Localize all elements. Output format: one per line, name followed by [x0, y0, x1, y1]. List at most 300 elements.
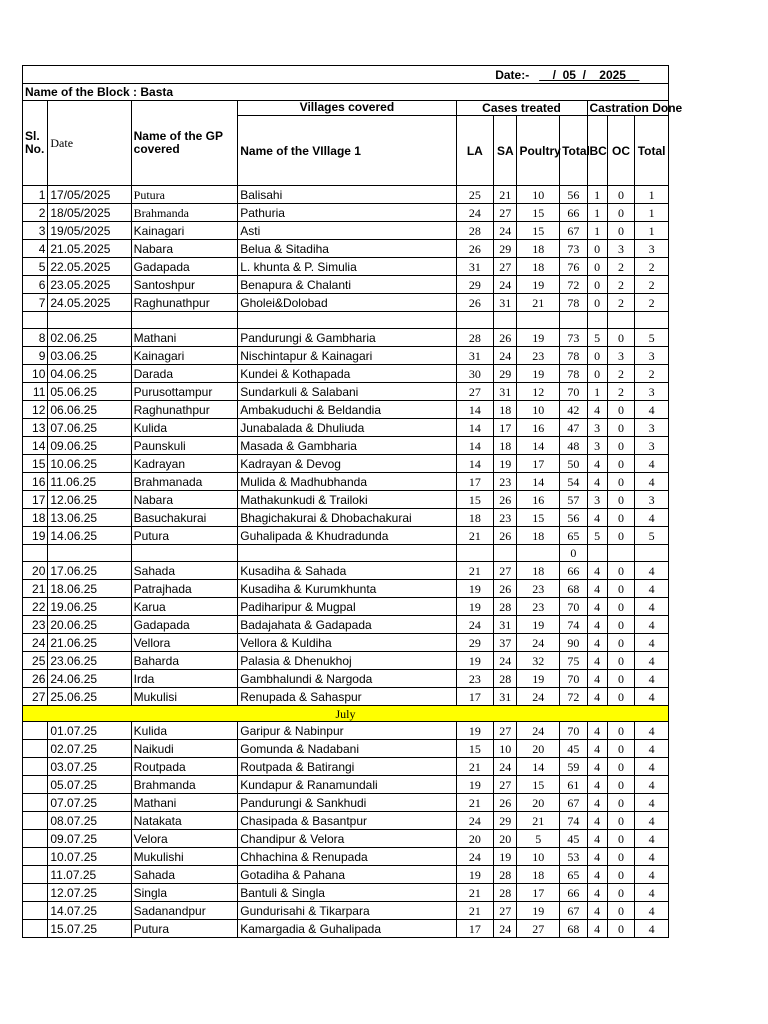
- date-cell: 14.06.25: [48, 527, 131, 545]
- gp-cell: Raghunathpur: [131, 401, 238, 419]
- poultry-cell: 19: [517, 329, 560, 347]
- sa-cell: 28: [494, 866, 517, 884]
- sa-cell: 27: [494, 902, 517, 920]
- oc-cell: 2: [607, 383, 634, 401]
- block-name: Name of the Block : Basta: [23, 84, 669, 101]
- village-cell: Pandurungi & Gambharia: [238, 329, 456, 347]
- gp-cell: Naikudi: [131, 740, 238, 758]
- oc-cell: 0: [607, 580, 634, 598]
- date-cell: 01.07.25: [48, 722, 131, 740]
- spacer-cell: [494, 545, 517, 562]
- village-cell: Sundarkuli & Salabani: [238, 383, 456, 401]
- sa-cell: 37: [494, 634, 517, 652]
- date-cell: 05.06.25: [48, 383, 131, 401]
- ctotal-cell: 4: [635, 848, 669, 866]
- sl-cell: 13: [23, 419, 48, 437]
- bc-cell: 0: [587, 276, 607, 294]
- total-cell: 45: [560, 830, 587, 848]
- bc-cell: 0: [587, 294, 607, 312]
- la-cell: 26: [456, 294, 494, 312]
- table-row: [23, 884, 669, 902]
- bc-cell: 4: [587, 902, 607, 920]
- la-cell: 18: [456, 509, 494, 527]
- bc-cell: 3: [587, 437, 607, 455]
- sl-cell: [23, 758, 48, 776]
- spacer-cell: [238, 545, 456, 562]
- la-cell: 31: [456, 258, 494, 276]
- gp-cell: Sadanandpur: [131, 902, 238, 920]
- table-row: [23, 758, 669, 776]
- gp-cell: Mukulishi: [131, 848, 238, 866]
- la-cell: 19: [456, 866, 494, 884]
- total-cell: 48: [560, 437, 587, 455]
- sl-cell: 24: [23, 634, 48, 652]
- sa-cell: 29: [494, 365, 517, 383]
- sl-cell: 8: [23, 329, 48, 347]
- oc-cell: 0: [607, 848, 634, 866]
- date-label: Date:-: [495, 67, 530, 82]
- col-sl: Sl. No.: [23, 101, 48, 186]
- total-cell: 70: [560, 383, 587, 401]
- sa-cell: 28: [494, 670, 517, 688]
- bc-cell: 4: [587, 598, 607, 616]
- sl-cell: 7: [23, 294, 48, 312]
- sa-cell: 27: [494, 776, 517, 794]
- la-cell: 24: [456, 616, 494, 634]
- total-cell: 50: [560, 455, 587, 473]
- ctotal-cell: 4: [635, 758, 669, 776]
- sa-cell: 20: [494, 830, 517, 848]
- sa-cell: 31: [494, 616, 517, 634]
- total-cell: 56: [560, 509, 587, 527]
- col-oc: OC: [607, 116, 634, 186]
- date-cell: 12.06.25: [48, 491, 131, 509]
- la-cell: 19: [456, 722, 494, 740]
- col-bc: BC: [587, 116, 607, 186]
- table-row: [23, 670, 669, 688]
- sl-cell: 6: [23, 276, 48, 294]
- poultry-cell: 24: [517, 634, 560, 652]
- total-cell: 76: [560, 258, 587, 276]
- ctotal-cell: 4: [635, 509, 669, 527]
- la-cell: 25: [456, 186, 494, 204]
- ctotal-cell: 4: [635, 866, 669, 884]
- gp-cell: Kainagari: [131, 347, 238, 365]
- spacer-cell: [635, 545, 669, 562]
- table-row: [23, 437, 669, 455]
- oc-cell: 0: [607, 722, 634, 740]
- ctotal-cell: 3: [635, 491, 669, 509]
- poultry-cell: 15: [517, 509, 560, 527]
- poultry-cell: 18: [517, 866, 560, 884]
- gp-cell: Gadapada: [131, 258, 238, 276]
- spacer-cell: [494, 312, 517, 329]
- col-cases-treated: Cases treated: [456, 101, 587, 116]
- village-cell: Belua & Sitadiha: [238, 240, 456, 258]
- date-cell: 24.05.2025: [48, 294, 131, 312]
- table-row: [23, 186, 669, 204]
- total-cell: 75: [560, 652, 587, 670]
- sl-cell: 18: [23, 509, 48, 527]
- total-cell: 74: [560, 616, 587, 634]
- gp-cell: Brahmanada: [131, 473, 238, 491]
- sa-cell: 21: [494, 186, 517, 204]
- gp-cell: Mukulisi: [131, 688, 238, 706]
- la-cell: 31: [456, 347, 494, 365]
- oc-cell: 3: [607, 240, 634, 258]
- ctotal-cell: 4: [635, 794, 669, 812]
- sl-cell: 3: [23, 222, 48, 240]
- oc-cell: 0: [607, 902, 634, 920]
- village-cell: Kamargadia & Guhalipada: [238, 920, 456, 938]
- table-row: [23, 258, 669, 276]
- date-cell: 19.06.25: [48, 598, 131, 616]
- village-cell: Garipur & Nabinpur: [238, 722, 456, 740]
- village-cell: Padiharipur & Mugpal: [238, 598, 456, 616]
- date-cell: 07.07.25: [48, 794, 131, 812]
- village-cell: Gomunda & Nadabani: [238, 740, 456, 758]
- gp-cell: Kadrayan: [131, 455, 238, 473]
- date-cell: 08.07.25: [48, 812, 131, 830]
- table-row: [23, 455, 669, 473]
- sa-cell: 27: [494, 204, 517, 222]
- oc-cell: 2: [607, 294, 634, 312]
- date-cell: 12.07.25: [48, 884, 131, 902]
- oc-cell: 0: [607, 473, 634, 491]
- bc-cell: 4: [587, 866, 607, 884]
- gp-cell: Irda: [131, 670, 238, 688]
- bc-cell: 4: [587, 688, 607, 706]
- sl-cell: 17: [23, 491, 48, 509]
- sa-cell: 19: [494, 848, 517, 866]
- date-cell: 17.06.25: [48, 562, 131, 580]
- bc-cell: 4: [587, 562, 607, 580]
- sl-cell: [23, 776, 48, 794]
- total-cell: 45: [560, 740, 587, 758]
- sl-cell: 4: [23, 240, 48, 258]
- la-cell: 15: [456, 491, 494, 509]
- village-cell: Chhachina & Renupada: [238, 848, 456, 866]
- oc-cell: 0: [607, 758, 634, 776]
- la-cell: 17: [456, 920, 494, 938]
- la-cell: 19: [456, 598, 494, 616]
- poultry-cell: 19: [517, 276, 560, 294]
- village-cell: Kusadiha & Kurumkhunta: [238, 580, 456, 598]
- poultry-cell: 15: [517, 776, 560, 794]
- sa-cell: 24: [494, 276, 517, 294]
- oc-cell: 0: [607, 884, 634, 902]
- gp-cell: Nabara: [131, 491, 238, 509]
- col-gp: Name of the GP covered: [131, 101, 238, 186]
- bc-cell: 4: [587, 670, 607, 688]
- gp-cell: Kulida: [131, 419, 238, 437]
- oc-cell: 0: [607, 794, 634, 812]
- table-row: [23, 562, 669, 580]
- poultry-cell: 14: [517, 437, 560, 455]
- poultry-cell: 21: [517, 812, 560, 830]
- bc-cell: 5: [587, 527, 607, 545]
- bc-cell: 4: [587, 401, 607, 419]
- bc-cell: 4: [587, 652, 607, 670]
- total-cell: 66: [560, 884, 587, 902]
- gp-cell: Nabara: [131, 240, 238, 258]
- ctotal-cell: 4: [635, 616, 669, 634]
- table-row: [23, 722, 669, 740]
- poultry-cell: 19: [517, 902, 560, 920]
- village-cell: Pandurungi & Sankhudi: [238, 794, 456, 812]
- la-cell: 17: [456, 473, 494, 491]
- village-cell: Chasipada & Basantpur: [238, 812, 456, 830]
- la-cell: 21: [456, 562, 494, 580]
- sl-cell: 9: [23, 347, 48, 365]
- gp-cell: Basuchakurai: [131, 509, 238, 527]
- village-cell: Kadrayan & Devog: [238, 455, 456, 473]
- table-row: [23, 276, 669, 294]
- table-row: [23, 294, 669, 312]
- sa-cell: 31: [494, 383, 517, 401]
- oc-cell: 3: [607, 347, 634, 365]
- la-cell: 29: [456, 634, 494, 652]
- ctotal-cell: 2: [635, 258, 669, 276]
- sa-cell: 24: [494, 920, 517, 938]
- village-cell: Junabalada & Dhuliuda: [238, 419, 456, 437]
- bc-cell: 4: [587, 634, 607, 652]
- total-cell: 72: [560, 688, 587, 706]
- oc-cell: 0: [607, 688, 634, 706]
- oc-cell: 0: [607, 740, 634, 758]
- poultry-cell: 15: [517, 222, 560, 240]
- gp-cell: Putura: [131, 527, 238, 545]
- poultry-cell: 19: [517, 616, 560, 634]
- spacer-cell: [23, 312, 48, 329]
- la-cell: 27: [456, 383, 494, 401]
- table-row: [23, 634, 669, 652]
- sl-cell: [23, 866, 48, 884]
- gp-cell: Putura: [131, 920, 238, 938]
- table-row: [23, 329, 669, 347]
- la-cell: 26: [456, 240, 494, 258]
- sa-cell: 29: [494, 812, 517, 830]
- village-cell: Asti: [238, 222, 456, 240]
- ctotal-cell: 4: [635, 740, 669, 758]
- poultry-cell: 18: [517, 562, 560, 580]
- date-cell: 13.06.25: [48, 509, 131, 527]
- date-cell: 17/05/2025: [48, 186, 131, 204]
- village-cell: Kundapur & Ranamundali: [238, 776, 456, 794]
- la-cell: 21: [456, 527, 494, 545]
- gp-cell: Brahmanda: [131, 204, 238, 222]
- poultry-cell: 24: [517, 722, 560, 740]
- la-cell: 23: [456, 670, 494, 688]
- sa-cell: 24: [494, 652, 517, 670]
- poultry-cell: 32: [517, 652, 560, 670]
- bc-cell: 4: [587, 580, 607, 598]
- sl-cell: 1: [23, 186, 48, 204]
- sl-cell: [23, 740, 48, 758]
- spacer-cell: [635, 312, 669, 329]
- table-row: [23, 527, 669, 545]
- ctotal-cell: 4: [635, 776, 669, 794]
- total-cell: 74: [560, 812, 587, 830]
- spacer-cell: [560, 312, 587, 329]
- date-cell: 03.07.25: [48, 758, 131, 776]
- col-total2: Total: [635, 116, 669, 186]
- total-cell: 47: [560, 419, 587, 437]
- village-cell: Routpada & Batirangi: [238, 758, 456, 776]
- gp-cell: Mathani: [131, 329, 238, 347]
- ctotal-cell: 4: [635, 473, 669, 491]
- poultry-cell: 10: [517, 848, 560, 866]
- bc-cell: 1: [587, 222, 607, 240]
- village-cell: Nischintapur & Kainagari: [238, 347, 456, 365]
- poultry-cell: 14: [517, 758, 560, 776]
- spacer-cell: [131, 545, 238, 562]
- table-row: [23, 473, 669, 491]
- spacer-cell: [238, 312, 456, 329]
- date-cell: 11.07.25: [48, 866, 131, 884]
- sa-cell: 26: [494, 527, 517, 545]
- poultry-cell: 27: [517, 920, 560, 938]
- gp-cell: Brahmanda: [131, 776, 238, 794]
- bc-cell: 0: [587, 240, 607, 258]
- sa-cell: 29: [494, 240, 517, 258]
- sa-cell: 27: [494, 258, 517, 276]
- ctotal-cell: 3: [635, 240, 669, 258]
- poultry-cell: 15: [517, 204, 560, 222]
- date-cell: 15.07.25: [48, 920, 131, 938]
- poultry-cell: 10: [517, 401, 560, 419]
- village-cell: Gundurisahi & Tikarpara: [238, 902, 456, 920]
- ctotal-cell: 2: [635, 365, 669, 383]
- total-cell: 67: [560, 222, 587, 240]
- bc-cell: 0: [587, 258, 607, 276]
- oc-cell: 0: [607, 491, 634, 509]
- ctotal-cell: 4: [635, 455, 669, 473]
- col-castration-done: Castration Done: [587, 101, 668, 116]
- gp-cell: Karua: [131, 598, 238, 616]
- bc-cell: 4: [587, 884, 607, 902]
- date-cell: 02.06.25: [48, 329, 131, 347]
- la-cell: 21: [456, 794, 494, 812]
- total-cell: 66: [560, 204, 587, 222]
- la-cell: 19: [456, 652, 494, 670]
- village-cell: Vellora & Kuldiha: [238, 634, 456, 652]
- bc-cell: 5: [587, 329, 607, 347]
- la-cell: 24: [456, 812, 494, 830]
- la-cell: 29: [456, 276, 494, 294]
- bc-cell: 4: [587, 740, 607, 758]
- village-cell: Kusadiha & Sahada: [238, 562, 456, 580]
- total-cell: 72: [560, 276, 587, 294]
- sa-cell: 26: [494, 794, 517, 812]
- col-sa: SA: [494, 116, 517, 186]
- oc-cell: 0: [607, 598, 634, 616]
- bc-cell: 4: [587, 616, 607, 634]
- sl-cell: [23, 848, 48, 866]
- total-cell: 59: [560, 758, 587, 776]
- bc-cell: 4: [587, 794, 607, 812]
- poultry-cell: 5: [517, 830, 560, 848]
- oc-cell: 0: [607, 812, 634, 830]
- sl-cell: [23, 794, 48, 812]
- ctotal-cell: 3: [635, 347, 669, 365]
- col-poultry: Poultry: [517, 116, 560, 186]
- total-cell: 68: [560, 920, 587, 938]
- col-village: Name of the VIllage 1: [238, 116, 456, 186]
- spacer-cell: [517, 312, 560, 329]
- village-cell: L. khunta & P. Simulia: [238, 258, 456, 276]
- table-row: [23, 401, 669, 419]
- ctotal-cell: 4: [635, 562, 669, 580]
- table-row: [23, 204, 669, 222]
- sl-cell: [23, 884, 48, 902]
- la-cell: 28: [456, 329, 494, 347]
- date-value: __/_05_/__2025__: [539, 67, 640, 82]
- village-cell: Chandipur & Velora: [238, 830, 456, 848]
- col-total: Total: [560, 116, 587, 186]
- sa-cell: 26: [494, 491, 517, 509]
- sa-cell: 10: [494, 740, 517, 758]
- oc-cell: 0: [607, 455, 634, 473]
- total-cell: 78: [560, 294, 587, 312]
- sl-cell: [23, 902, 48, 920]
- oc-cell: 0: [607, 329, 634, 347]
- sl-cell: [23, 722, 48, 740]
- oc-cell: 2: [607, 258, 634, 276]
- sl-cell: [23, 920, 48, 938]
- ctotal-cell: 3: [635, 437, 669, 455]
- oc-cell: 0: [607, 866, 634, 884]
- oc-cell: 0: [607, 419, 634, 437]
- date-cell: 04.06.25: [48, 365, 131, 383]
- poultry-cell: 14: [517, 473, 560, 491]
- bc-cell: 4: [587, 812, 607, 830]
- date-cell: 09.06.25: [48, 437, 131, 455]
- bc-cell: 1: [587, 204, 607, 222]
- total-cell: 65: [560, 527, 587, 545]
- oc-cell: 0: [607, 616, 634, 634]
- sa-cell: 27: [494, 722, 517, 740]
- oc-cell: 0: [607, 401, 634, 419]
- village-cell: Mulida & Madhubhanda: [238, 473, 456, 491]
- date-cell: 21.06.25: [48, 634, 131, 652]
- oc-cell: 0: [607, 527, 634, 545]
- table-row: [23, 652, 669, 670]
- village-cell: Masada & Gambharia: [238, 437, 456, 455]
- table-row: [23, 580, 669, 598]
- oc-cell: 0: [607, 222, 634, 240]
- sa-cell: 24: [494, 222, 517, 240]
- table-row: [23, 740, 669, 758]
- spacer-cell: [456, 545, 494, 562]
- sa-cell: 27: [494, 562, 517, 580]
- date-cell: 10.06.25: [48, 455, 131, 473]
- village-cell: Gholei&Dolobad: [238, 294, 456, 312]
- date-cell: 21.05.2025: [48, 240, 131, 258]
- total-cell: 67: [560, 902, 587, 920]
- gp-cell: Kulida: [131, 722, 238, 740]
- la-cell: 24: [456, 204, 494, 222]
- gp-cell: Singla: [131, 884, 238, 902]
- table-row: [23, 848, 669, 866]
- ctotal-cell: 2: [635, 294, 669, 312]
- oc-cell: 0: [607, 562, 634, 580]
- la-cell: 21: [456, 884, 494, 902]
- bc-cell: 4: [587, 776, 607, 794]
- ctotal-cell: 4: [635, 634, 669, 652]
- poultry-cell: 23: [517, 598, 560, 616]
- oc-cell: 2: [607, 276, 634, 294]
